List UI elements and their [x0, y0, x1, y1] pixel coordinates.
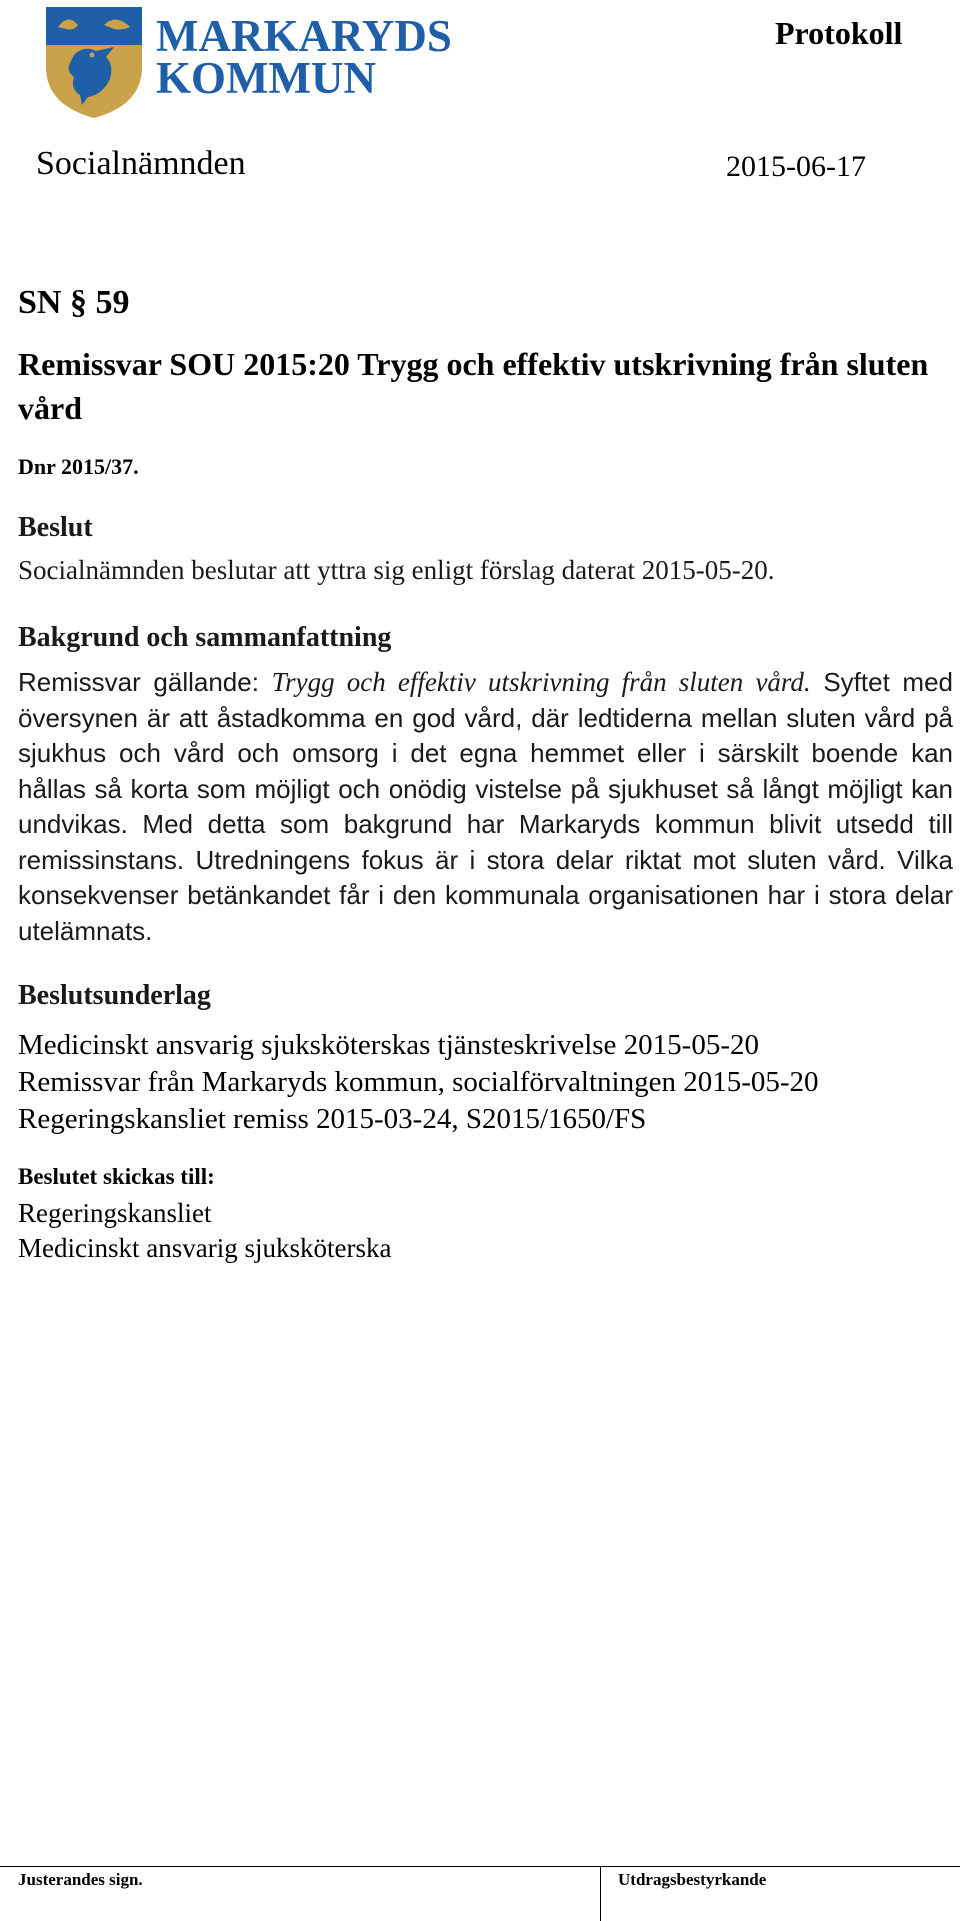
- list-item: Medicinskt ansvarig sjuksköterska: [18, 1233, 392, 1263]
- background-heading: Bakgrund och sammanfattning: [18, 622, 392, 653]
- basis-list: [18, 1027, 819, 1138]
- footer-column-divider: [600, 1866, 601, 1921]
- coat-of-arms-icon: [44, 5, 452, 120]
- extract-certification-label: Utdragsbestyrkande: [618, 1870, 767, 1889]
- background-lead: Remissvar gällande:: [18, 667, 272, 697]
- svg-text:KOMMUN: KOMMUN: [156, 53, 376, 103]
- decision-text: Socialnämnden beslutar att yttra sig enligt förslag daterat 2015-05-20.: [18, 555, 775, 585]
- meeting-date: 2015-06-17: [726, 150, 866, 183]
- footer-divider-line: [0, 1866, 960, 1867]
- adjuster-signature-label: Justerandes sign.: [18, 1870, 143, 1889]
- list-item: Regeringskansliet: [18, 1198, 212, 1228]
- committee-name: Socialnämnden: [36, 145, 246, 182]
- list-item: Medicinskt ansvarig sjuksköterskas tjänsteskrivelse 2015-05-20: [18, 1029, 759, 1061]
- svg-text:MARKARYDS: MARKARYDS: [156, 11, 452, 61]
- basis-heading: Beslutsunderlag: [18, 980, 211, 1011]
- background-lead-italic: Trygg och effektiv utskrivning från sluten vård.: [271, 667, 811, 697]
- diary-number: Dnr 2015/37.: [18, 454, 139, 479]
- background-text: [18, 665, 953, 949]
- list-item: Remissvar från Markaryds kommun, socialförvaltningen 2015-05-20: [18, 1066, 819, 1098]
- list-item: Regeringskansliet remiss 2015-03-24, S2015/1650/FS: [18, 1103, 647, 1135]
- paragraph-number: SN § 59: [18, 284, 130, 321]
- recipients-list: [18, 1196, 391, 1266]
- markaryds-kommun-logo: [44, 5, 452, 120]
- recipients-heading: Beslutet skickas till:: [18, 1164, 215, 1189]
- decision-heading: Beslut: [18, 512, 93, 543]
- document-type: Protokoll: [775, 15, 903, 51]
- item-title: Remissvar SOU 2015:20 Trygg och effektiv utskrivning från sluten vård: [18, 346, 929, 426]
- background-body: Syftet med översynen är att åstadkomma en god vård, där ledtiderna mellan sluten vård på sjukhus och vård och omsorg i det egna hemmet eller i särskilt boende kan hållas så korta som möjligt och onödig vistelse på sjukhuset så långt möjligt kan undvikas. Med detta som bakgrund har Markaryds kommun blivit utsedd till remissinstans. Utredningens fokus är i stora delar riktat mot sluten vård. Vilka konsekvenser betänkandet får i den kommunala organisationen har i stora delar utelämnats.: [18, 667, 954, 946]
